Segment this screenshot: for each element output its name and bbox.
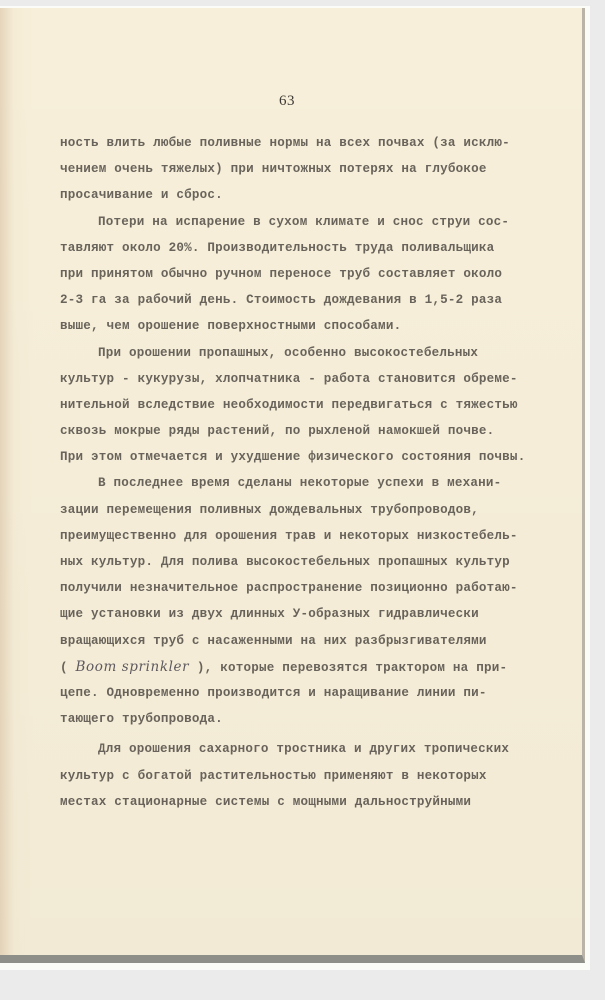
text-line: щие установки из двух длинных У-образных гидравлически bbox=[60, 607, 479, 622]
text-line: выше, чем орошение поверхностными способами. bbox=[60, 319, 402, 334]
text-line: При этом отмечается и ухудшение физического состояния почвы. bbox=[60, 450, 526, 465]
text-line: ных культур. Для полива высокостебельных пропашных культур bbox=[60, 555, 510, 569]
text-line: Для орошения сахарного тростника и других тропических bbox=[98, 742, 510, 757]
paragraph-4 bbox=[60, 470, 570, 732]
text-line: При орошении пропашных, особенно высокостебельных bbox=[98, 345, 479, 360]
text-line: нительной вследствие необходимости передвигаться с тяжестью bbox=[60, 397, 518, 412]
text-line: преимущественно для орошения трав и некоторых низкостебель- bbox=[60, 528, 518, 543]
text-line: местах стационарные системы с мощными дальноструйными bbox=[60, 794, 472, 809]
paragraph-3 bbox=[60, 340, 570, 471]
text-line: Потери на испарение в сухом климате и снос струи сос- bbox=[98, 214, 510, 229]
text-line: В последнее время сделаны некоторые успехи в механи- bbox=[98, 476, 502, 491]
text-line: сквозь мокрые ряды растений, по рыхленой намокшей почве. bbox=[60, 424, 495, 439]
text-line: цепе. Одновременно производится и наращивание линии пи- bbox=[60, 685, 487, 700]
page-number: 63 bbox=[279, 93, 295, 109]
text-line-with-handwriting bbox=[60, 654, 570, 680]
paragraph-1 bbox=[60, 130, 570, 209]
text-line: культур с богатой растительностью применяют в некоторых bbox=[60, 768, 487, 783]
paragraph-5 bbox=[60, 736, 570, 815]
text-line: чением очень тяжелых) при ничтожных потерях на глубокое bbox=[60, 162, 487, 177]
text-line: при принятом обычно ручном переносе труб составляет около bbox=[60, 266, 503, 281]
text-line: тающего трубопровода. bbox=[60, 712, 223, 727]
text-line: тавляют около 20%. Производительность труда поливальщика bbox=[60, 240, 495, 255]
line-rest: ), которые перевозятся трактором на при- bbox=[189, 660, 508, 675]
scan-frame bbox=[0, 6, 590, 970]
body-text bbox=[60, 130, 570, 815]
text-line: просачивание и сброс. bbox=[60, 188, 223, 203]
text-line: зации перемещения поливных дождевальных трубопроводов, bbox=[60, 502, 479, 517]
handwritten-annotation: Boom sprinkler bbox=[75, 658, 190, 675]
document-page bbox=[0, 8, 585, 963]
text-line: культур - кукурузы, хлопчатника - работа становится обреме- bbox=[60, 371, 518, 386]
text-line: ность влить любые поливные нормы на всех почвах (за исклю- bbox=[60, 136, 510, 150]
text-line: вращающихся труб с насаженными на них разбрызгивателями bbox=[60, 633, 487, 648]
text-line: 2-3 га за рабочий день. Стоимость дождевания в 1,5-2 раза bbox=[60, 293, 503, 308]
paragraph-2 bbox=[60, 209, 570, 340]
paren-open: ( bbox=[60, 660, 76, 675]
text-line: получили незначительное распространение позиционно работаю- bbox=[60, 581, 518, 596]
